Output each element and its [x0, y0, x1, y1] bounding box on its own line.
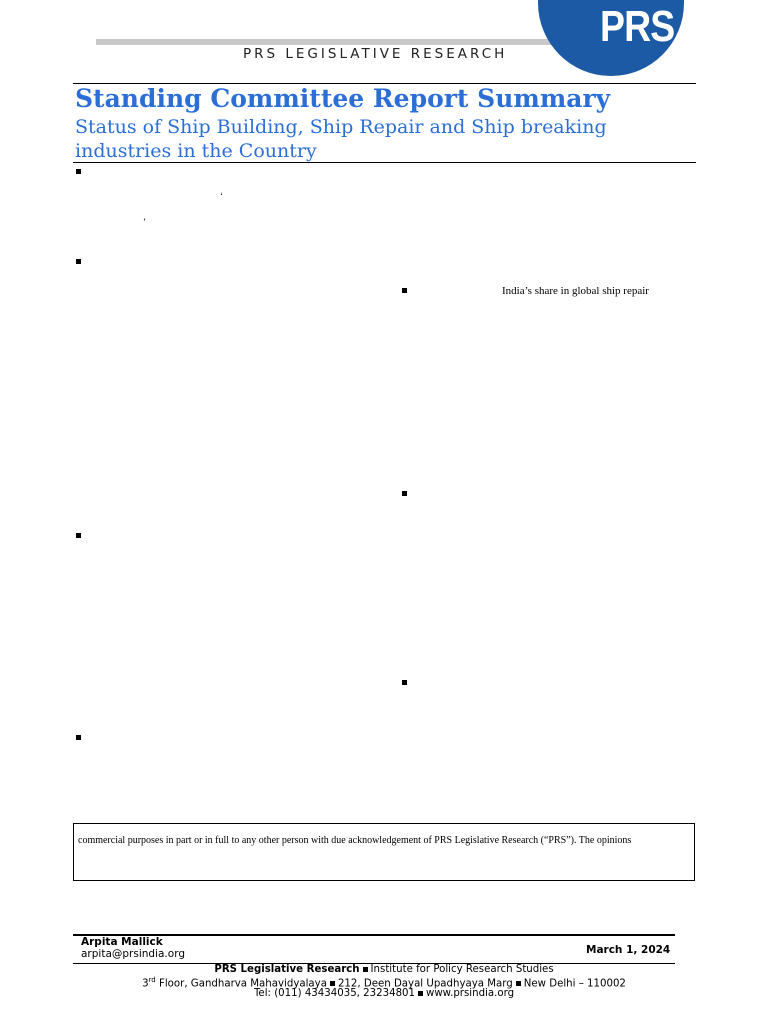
floor-number: 3: [142, 978, 149, 990]
title-bottom-rule: [73, 162, 696, 163]
author-name: Arpita Mallick: [81, 936, 163, 948]
floor-suffix: rd: [148, 976, 156, 984]
separator-square: [330, 981, 335, 986]
report-date: March 1, 2024: [586, 944, 671, 956]
institute-name: Institute for Policy Research Studies: [370, 964, 554, 975]
separator-square: [516, 981, 521, 986]
separator-square: [363, 967, 368, 972]
author-email: arpita@prsindia.org: [81, 948, 185, 960]
bullet-marker: [402, 491, 407, 496]
org-name: PRS Legislative Research: [214, 964, 360, 975]
separator-square: [418, 991, 423, 996]
disclaimer-box: [73, 823, 695, 881]
bullet-marker: [402, 680, 407, 685]
floor-address: Floor, Gandharva Mahavidyalaya: [155, 978, 327, 990]
brand-name: PRS LEGISLATIVE RESEARCH: [243, 46, 508, 62]
page-subtitle: Status of Ship Building, Ship Repair and Ship breaking industries in the Country: [75, 116, 607, 162]
open-quote-mark: ‘: [220, 191, 223, 201]
street-address: 212, Deen Dayal Upadhyaya Marg: [337, 978, 513, 990]
ship-repair-share-text: India’s share in global ship repair: [502, 285, 649, 297]
telephone: Tel: (011) 43434035, 23234801: [253, 988, 416, 999]
footer-org-line: [73, 964, 695, 975]
website-link[interactable]: www.prsindia.org: [426, 988, 515, 999]
bullet-marker: [76, 533, 81, 538]
bullet-marker: [76, 169, 81, 174]
header-bar: [96, 39, 598, 45]
disclaimer-text: commercial purposes in part or in full to any other person with due acknowledgement of PRS Legislative Research (“PRS”). The opinions: [78, 835, 632, 846]
bullet-marker: [76, 259, 81, 264]
close-quote-mark: ’: [143, 217, 146, 227]
footer-top-rule: [73, 934, 675, 936]
footer-contact-line: [73, 988, 695, 999]
city-address: New Delhi – 110002: [523, 978, 626, 990]
bullet-marker: [402, 288, 407, 293]
bullet-marker: [76, 735, 81, 740]
page-title: Standing Committee Report Summary: [75, 84, 611, 113]
prs-logo-text: PRS: [600, 2, 675, 51]
